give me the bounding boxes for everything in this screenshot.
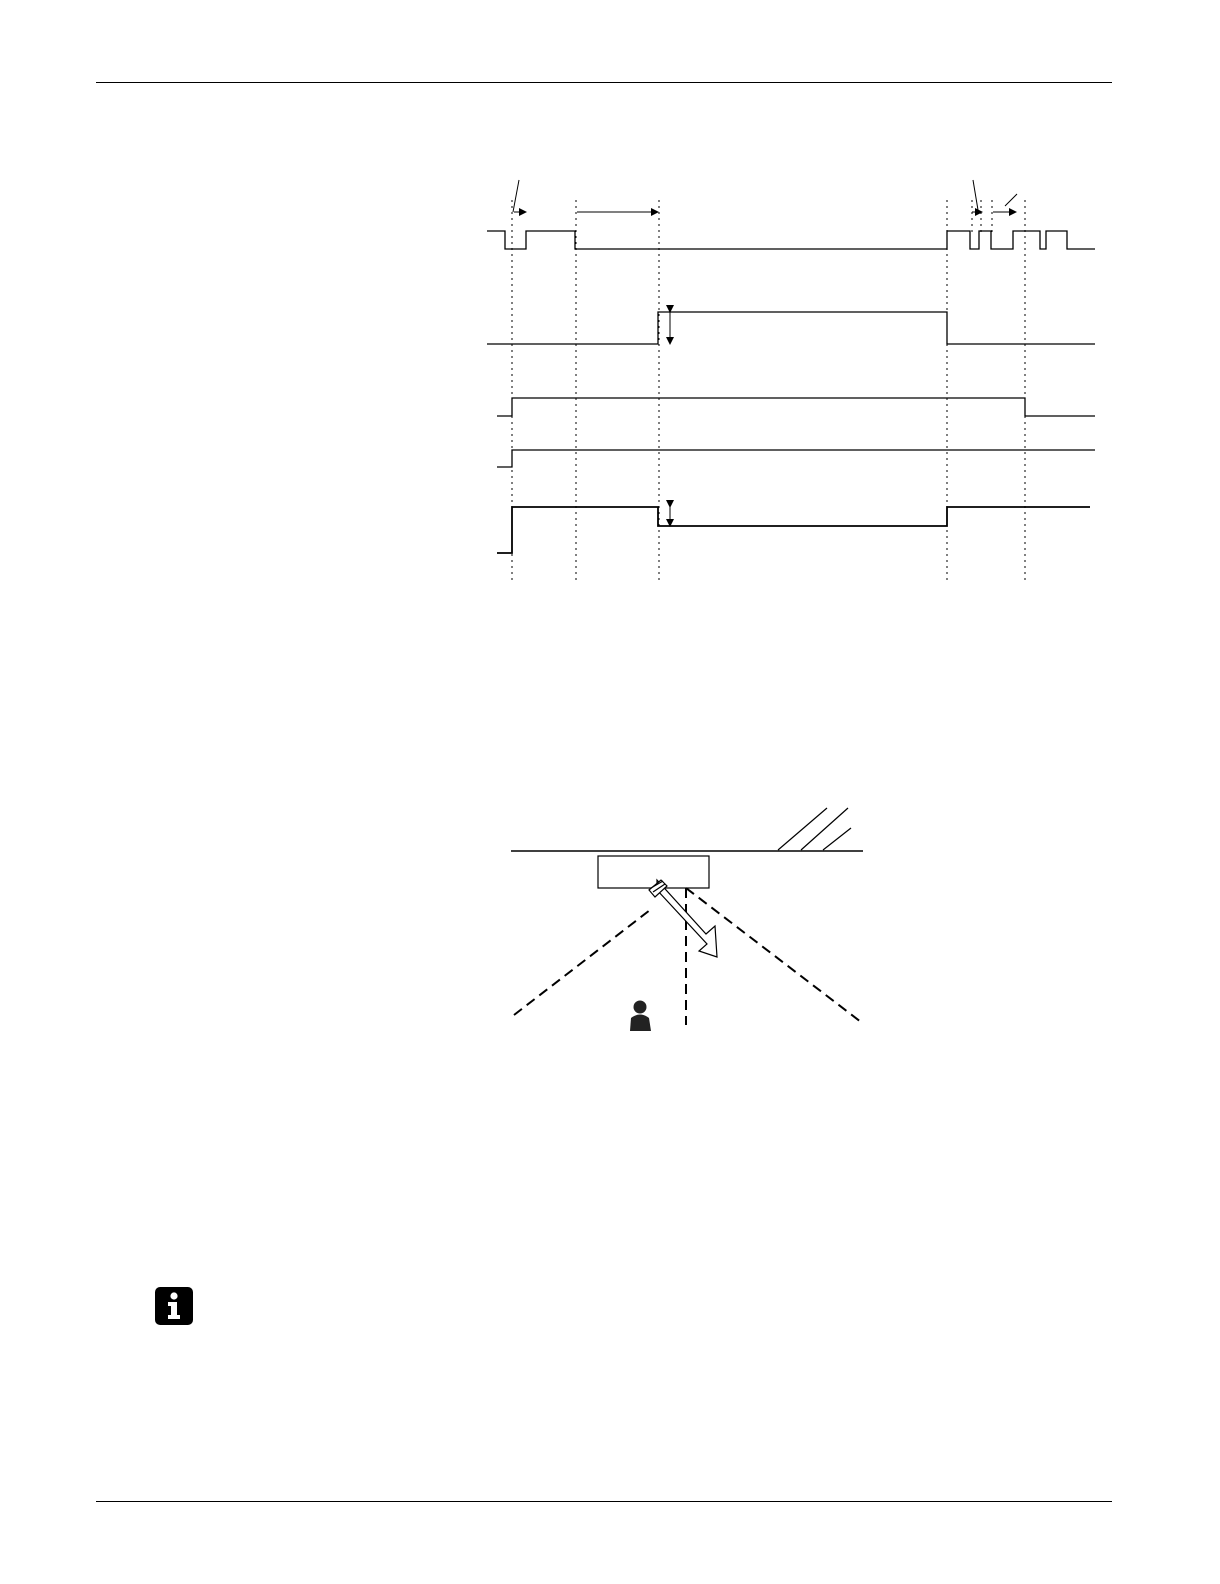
footer-rule [96,1501,1112,1502]
timing-annotations [513,180,1017,212]
leader-line-right-2 [1005,194,1017,206]
leader-line-right-1 [973,180,978,210]
header-rule [96,82,1112,83]
info-icon [155,1287,193,1325]
airflow-range-lines [514,888,861,1025]
timing-guide-lines [512,200,1025,582]
timing-chart [480,175,1100,585]
airflow-range-left [514,910,650,1015]
person-icon [630,1001,651,1032]
signal-2-waveform [487,312,1095,344]
airflow-diagram [505,800,870,1040]
signal-1-waveform [487,231,1095,249]
signal-4-waveform [497,450,1095,467]
leader-line-left [513,180,519,212]
signal-5-waveform [497,507,1090,553]
indoor-unit [598,856,709,888]
ceiling-hatch [778,808,851,850]
signal-3-waveform [497,398,1095,416]
